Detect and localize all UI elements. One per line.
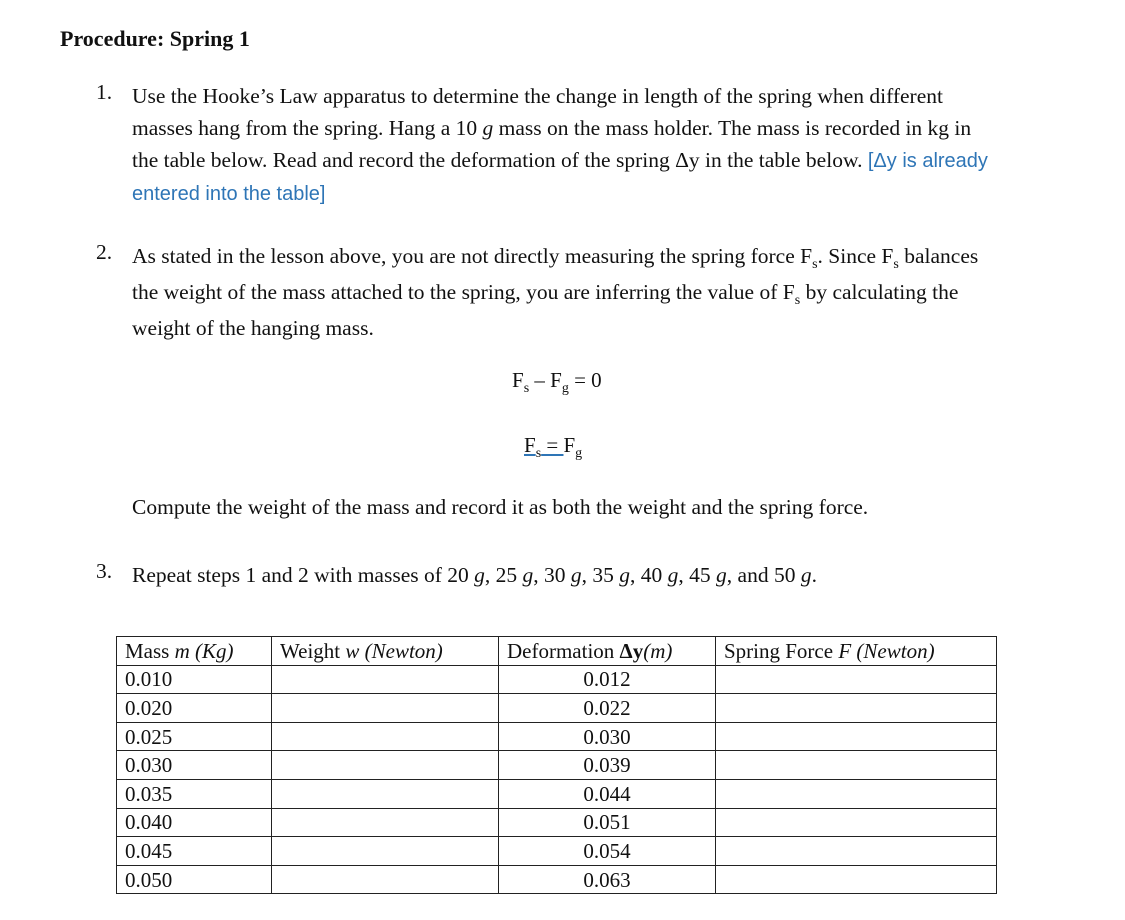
step-text: As stated in the lesson above, you are not directly measuring the spring force $F_s$. Since $F_s$ balances the weight of the mass attached to the spring, you are inferring the value of $F_s$ by calculating the weight of the hanging mass. — [132, 244, 979, 340]
header-weight: Weight w (Newton) — [272, 637, 499, 666]
equation-fs-equals-fg: $F_s = F_g$ — [524, 433, 583, 461]
cell-force[interactable] — [716, 837, 997, 866]
cell-weight[interactable] — [272, 779, 499, 808]
cell-weight[interactable] — [272, 694, 499, 723]
cell-mass: 0.025 — [117, 722, 272, 751]
table-row — [117, 665, 997, 694]
cell-weight[interactable] — [272, 665, 499, 694]
step-number: 3. — [96, 559, 113, 583]
note-delta-y-entered: [Δy is already entered into the table] — [132, 150, 988, 205]
cell-weight[interactable] — [272, 751, 499, 780]
step-text: Repeat steps 1 and 2 with masses of 20 g, 25 g, 30 g, 35 g, 40 g, 45 g, and 50 g. — [132, 563, 817, 587]
cell-force[interactable] — [716, 694, 997, 723]
cell-weight[interactable] — [272, 722, 499, 751]
cell-force[interactable] — [716, 751, 997, 780]
table-row — [117, 751, 997, 780]
table-row — [117, 779, 997, 808]
cell-mass: 0.020 — [117, 694, 272, 723]
table-row — [117, 722, 997, 751]
equation-force-balance: $F_s - F_g = 0$ — [512, 368, 602, 396]
cell-force[interactable] — [716, 808, 997, 837]
cell-force[interactable] — [716, 665, 997, 694]
table-row — [117, 837, 997, 866]
cell-deformation: 0.030 — [499, 722, 716, 751]
cell-force[interactable] — [716, 779, 997, 808]
step-number: 1. — [96, 80, 113, 104]
cell-deformation: 0.063 — [499, 865, 716, 894]
compute-instruction: Compute the weight of the mass and record it as both the weight and the spring force. — [132, 495, 869, 519]
cell-weight[interactable] — [272, 837, 499, 866]
table-row — [117, 694, 997, 723]
cell-mass: 0.010 — [117, 665, 272, 694]
cell-force[interactable] — [716, 865, 997, 894]
cell-deformation: 0.054 — [499, 837, 716, 866]
header-deformation: Deformation Δy(m) — [499, 637, 716, 666]
table-row — [117, 865, 997, 894]
cell-mass: 0.035 — [117, 779, 272, 808]
page-title: Procedure: Spring 1 — [60, 26, 250, 51]
cell-mass: 0.045 — [117, 837, 272, 866]
cell-deformation: 0.051 — [499, 808, 716, 837]
cell-weight[interactable] — [272, 808, 499, 837]
step-text: Use the Hooke’s Law apparatus to determine the change in length of the spring when different masses hang from the spring. Hang a 10 g mass on the mass holder. The mass is recorded in kg in the table below. Read and record the deformation of the spring Δy in the table below. [Δy is already entered into the table] — [132, 84, 988, 205]
cell-deformation: 0.044 — [499, 779, 716, 808]
cell-force[interactable] — [716, 722, 997, 751]
header-spring-force: Spring Force F (Newton) — [716, 637, 997, 666]
cell-deformation: 0.039 — [499, 751, 716, 780]
table-row — [117, 808, 997, 837]
step-number: 2. — [96, 240, 113, 264]
cell-deformation: 0.012 — [499, 665, 716, 694]
header-mass: Mass m (Kg) — [117, 637, 272, 666]
cell-weight[interactable] — [272, 865, 499, 894]
cell-mass: 0.040 — [117, 808, 272, 837]
cell-mass: 0.030 — [117, 751, 272, 780]
table-header-row — [117, 637, 997, 666]
data-table — [116, 636, 997, 894]
cell-deformation: 0.022 — [499, 694, 716, 723]
cell-mass: 0.050 — [117, 865, 272, 894]
